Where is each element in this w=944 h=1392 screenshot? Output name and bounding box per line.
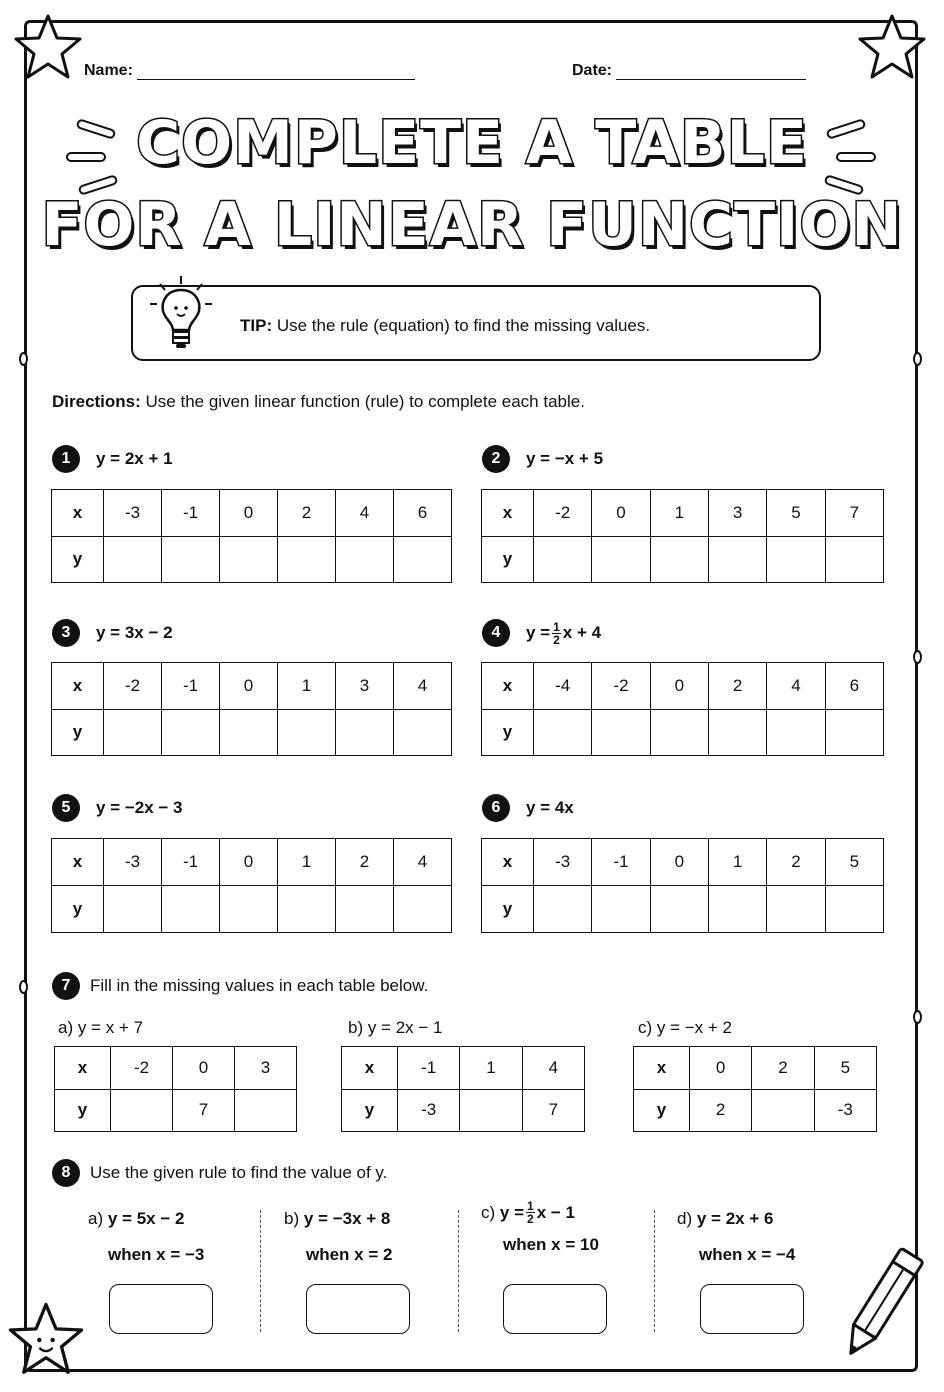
y-cell — [220, 886, 278, 933]
border-doodle — [913, 352, 922, 366]
problem-number: 8 — [52, 1159, 80, 1187]
x-row — [482, 839, 884, 886]
problem-rule: y = −x + 5 — [526, 449, 604, 468]
q8b-when: when x = 2 — [306, 1245, 393, 1264]
q7b-label: b) y = 2x − 1 — [348, 1018, 443, 1037]
x-cell: 0 — [173, 1047, 235, 1090]
y-cell — [336, 709, 394, 756]
star-icon — [856, 12, 928, 84]
x-row — [342, 1047, 585, 1090]
x-cell: 0 — [220, 490, 278, 537]
x-cell: 2 — [708, 663, 766, 710]
x-cell: 4 — [522, 1047, 584, 1090]
y-header-cell: y — [52, 886, 104, 933]
y-cell — [767, 536, 825, 583]
y-cell — [104, 709, 162, 756]
y-cell — [235, 1089, 297, 1132]
y-cell: -3 — [398, 1089, 460, 1132]
problem-3-heading — [52, 619, 173, 647]
x-cell: 4 — [336, 490, 394, 537]
y-cell — [825, 536, 883, 583]
problem-rule: y = −2x − 3 — [96, 798, 183, 817]
title-line-1: COMPLETE A TABLE — [136, 108, 808, 178]
q8d-rule: y = 2x + 6 — [696, 1209, 774, 1228]
problem-3-table — [51, 662, 452, 756]
dashed-divider — [260, 1210, 261, 1332]
y-row — [52, 536, 452, 583]
q8c-when: when x = 10 — [503, 1235, 599, 1254]
fraction-denominator: 2 — [553, 632, 560, 647]
y-cell — [767, 886, 825, 933]
border-doodle — [19, 980, 28, 994]
problem-5-table — [51, 838, 452, 933]
x-cell: 3 — [235, 1047, 297, 1090]
x-cell: 2 — [767, 839, 825, 886]
q8d-answer-box[interactable] — [700, 1284, 804, 1334]
x-cell: -2 — [111, 1047, 173, 1090]
x-cell: -3 — [534, 839, 592, 886]
x-row — [482, 490, 884, 537]
problem-rule: y = 3x − 2 — [96, 623, 173, 642]
x-cell: -1 — [162, 663, 220, 710]
x-header-cell: x — [482, 663, 534, 710]
x-cell: -2 — [104, 663, 162, 710]
y-row — [482, 536, 884, 583]
date-field[interactable] — [572, 62, 806, 80]
tip-label: TIP: — [240, 316, 273, 335]
problem-rule-suffix: x + 4 — [562, 623, 602, 642]
y-cell: 7 — [173, 1089, 235, 1132]
x-row — [482, 663, 884, 710]
problem-2-heading — [482, 445, 603, 473]
x-cell: 6 — [825, 663, 883, 710]
y-cell — [460, 1089, 522, 1132]
q8a-when: when x = −3 — [108, 1245, 205, 1264]
name-field[interactable] — [84, 62, 415, 80]
x-cell: 0 — [220, 663, 278, 710]
y-cell — [336, 536, 394, 583]
y-cell: 7 — [522, 1089, 584, 1132]
decor-dash — [66, 152, 106, 162]
y-cell — [534, 536, 592, 583]
q7c-table — [633, 1046, 877, 1132]
problem-rule: y = 4x — [526, 798, 574, 817]
q8b-rule: y = −3x + 8 — [303, 1209, 391, 1228]
y-cell — [592, 536, 650, 583]
problem-number: 7 — [52, 972, 80, 1000]
q8b — [284, 1209, 484, 1265]
q8c-answer-box[interactable] — [503, 1284, 607, 1334]
x-header-cell: x — [52, 663, 104, 710]
y-cell — [278, 709, 336, 756]
y-row — [482, 886, 884, 933]
y-cell — [336, 886, 394, 933]
problem-number: 3 — [52, 619, 80, 647]
title-line-2: FOR A LINEAR FUNCTION — [41, 190, 903, 260]
x-header-cell: x — [52, 839, 104, 886]
y-row — [55, 1089, 297, 1132]
x-cell: 0 — [650, 663, 708, 710]
x-header-cell: x — [342, 1047, 398, 1090]
name-label: Name: — [84, 62, 133, 79]
y-cell — [825, 886, 883, 933]
y-cell — [162, 886, 220, 933]
problem-rule-prefix: y = — [526, 623, 551, 642]
y-cell — [592, 709, 650, 756]
y-header-cell: y — [55, 1089, 111, 1132]
fraction-denominator: 2 — [527, 1212, 534, 1226]
q7a-table — [54, 1046, 297, 1132]
x-row — [52, 663, 452, 710]
y-row — [52, 709, 452, 756]
y-cell — [650, 536, 708, 583]
x-cell: 7 — [825, 490, 883, 537]
x-header-cell: x — [634, 1047, 690, 1090]
y-header-cell: y — [634, 1089, 690, 1132]
x-cell: 2 — [278, 490, 336, 537]
y-cell — [708, 709, 766, 756]
q8d-letter: d) — [677, 1209, 693, 1228]
q8d-when: when x = −4 — [699, 1245, 796, 1264]
x-header-cell: x — [482, 839, 534, 886]
q8b-answer-box[interactable] — [306, 1284, 410, 1334]
y-cell: 2 — [690, 1089, 752, 1132]
x-cell: 1 — [278, 839, 336, 886]
y-cell — [162, 536, 220, 583]
dashed-divider — [458, 1210, 459, 1332]
x-cell: 1 — [708, 839, 766, 886]
q8c-letter: c) — [481, 1202, 496, 1222]
y-header-cell: y — [482, 709, 534, 756]
fraction-numerator: 1 — [553, 619, 560, 634]
x-cell: 3 — [708, 490, 766, 537]
y-row — [482, 709, 884, 756]
problem-rule: y = 2x + 1 — [96, 449, 173, 468]
x-cell: -4 — [534, 663, 592, 710]
x-cell: 0 — [220, 839, 278, 886]
x-cell: 1 — [460, 1047, 522, 1090]
q8c-rule-prefix: y = — [499, 1202, 525, 1222]
x-cell: -2 — [534, 490, 592, 537]
problem-7-text: Fill in the missing values in each table below. — [90, 976, 429, 995]
y-cell — [278, 886, 336, 933]
problem-number: 6 — [482, 794, 510, 822]
problem-1-heading — [52, 445, 173, 473]
x-cell: 4 — [767, 663, 825, 710]
x-cell: 5 — [825, 839, 883, 886]
q8d — [677, 1209, 877, 1265]
x-cell: 3 — [336, 663, 394, 710]
tip-body: Use the rule (equation) to find the missing values. — [276, 316, 651, 335]
q8c — [481, 1200, 681, 1255]
y-cell: -3 — [814, 1089, 876, 1132]
y-cell — [220, 709, 278, 756]
y-cell — [650, 886, 708, 933]
fraction-numerator: 1 — [527, 1199, 534, 1213]
border-doodle — [913, 1010, 922, 1024]
lightbulb-icon — [146, 274, 216, 354]
fraction — [526, 1200, 535, 1225]
border-doodle — [913, 650, 922, 664]
date-line[interactable] — [616, 66, 806, 80]
x-cell: 0 — [650, 839, 708, 886]
problem-number: 1 — [52, 445, 80, 473]
decor-dash — [836, 152, 876, 162]
y-row — [634, 1089, 877, 1132]
q8a-answer-box[interactable] — [109, 1284, 213, 1334]
x-header-cell: x — [482, 490, 534, 537]
x-header-cell: x — [52, 490, 104, 537]
problem-2-table — [481, 489, 884, 583]
x-header-cell: x — [55, 1047, 111, 1090]
y-cell — [104, 536, 162, 583]
directions — [52, 392, 585, 412]
x-cell: -3 — [104, 839, 162, 886]
y-header-cell: y — [342, 1089, 398, 1132]
q7c-label: c) y = −x + 2 — [638, 1018, 733, 1037]
x-cell: -1 — [592, 839, 650, 886]
x-cell: -3 — [104, 490, 162, 537]
x-cell: 4 — [394, 663, 452, 710]
y-cell — [111, 1089, 173, 1132]
problem-number: 5 — [52, 794, 80, 822]
date-label: Date: — [572, 62, 613, 79]
x-cell: 1 — [650, 490, 708, 537]
q8a-letter: a) — [88, 1209, 104, 1228]
x-cell: 4 — [394, 839, 452, 886]
fraction — [552, 621, 561, 646]
x-row — [55, 1047, 297, 1090]
x-row — [52, 490, 452, 537]
y-cell — [394, 709, 452, 756]
q8a — [88, 1209, 288, 1265]
y-cell — [534, 709, 592, 756]
problem-8-heading — [52, 1159, 387, 1187]
x-cell: -2 — [592, 663, 650, 710]
problem-6-table — [481, 838, 884, 933]
y-cell — [534, 886, 592, 933]
x-cell: -1 — [398, 1047, 460, 1090]
q8a-rule: y = 5x − 2 — [107, 1209, 185, 1228]
problem-4-heading — [482, 619, 601, 647]
smiling-star-icon — [6, 1300, 86, 1380]
name-line[interactable] — [137, 66, 415, 80]
y-header-cell: y — [52, 536, 104, 583]
x-cell: 6 — [394, 490, 452, 537]
q7b-table — [341, 1046, 585, 1132]
y-cell — [278, 536, 336, 583]
y-cell — [752, 1089, 814, 1132]
y-header-cell: y — [482, 536, 534, 583]
x-cell: 5 — [767, 490, 825, 537]
y-cell — [767, 709, 825, 756]
dashed-divider — [654, 1210, 655, 1332]
y-cell — [220, 536, 278, 583]
y-row — [342, 1089, 585, 1132]
x-row — [634, 1047, 877, 1090]
y-cell — [104, 886, 162, 933]
x-cell: 2 — [752, 1047, 814, 1090]
y-header-cell: y — [482, 886, 534, 933]
problem-5-heading — [52, 794, 183, 822]
problem-1-table — [51, 489, 452, 583]
problem-8-text: Use the given rule to find the value of y. — [90, 1163, 388, 1182]
problem-4-table — [481, 662, 884, 756]
y-cell — [708, 536, 766, 583]
problem-number: 4 — [482, 619, 510, 647]
y-cell — [650, 709, 708, 756]
star-icon — [12, 12, 84, 84]
q7a-label: a) y = x + 7 — [58, 1018, 144, 1037]
x-cell: -1 — [162, 490, 220, 537]
tip-text — [240, 316, 650, 336]
y-cell — [825, 709, 883, 756]
problem-number: 2 — [482, 445, 510, 473]
q8c-rule-suffix: x − 1 — [536, 1202, 575, 1222]
y-header-cell: y — [52, 709, 104, 756]
x-cell: 2 — [336, 839, 394, 886]
problem-7-heading — [52, 972, 428, 1000]
q8b-letter: b) — [284, 1209, 300, 1228]
directions-label: Directions: — [52, 392, 141, 411]
directions-text: Use the given linear function (rule) to complete each table. — [145, 392, 585, 411]
x-cell: -1 — [162, 839, 220, 886]
x-row — [52, 839, 452, 886]
problem-6-heading — [482, 794, 574, 822]
x-cell: 5 — [814, 1047, 876, 1090]
y-row — [52, 886, 452, 933]
y-cell — [162, 709, 220, 756]
y-cell — [592, 886, 650, 933]
y-cell — [394, 536, 452, 583]
y-cell — [708, 886, 766, 933]
border-doodle — [19, 352, 28, 366]
x-cell: 0 — [690, 1047, 752, 1090]
x-cell: 0 — [592, 490, 650, 537]
y-cell — [394, 886, 452, 933]
x-cell: 1 — [278, 663, 336, 710]
